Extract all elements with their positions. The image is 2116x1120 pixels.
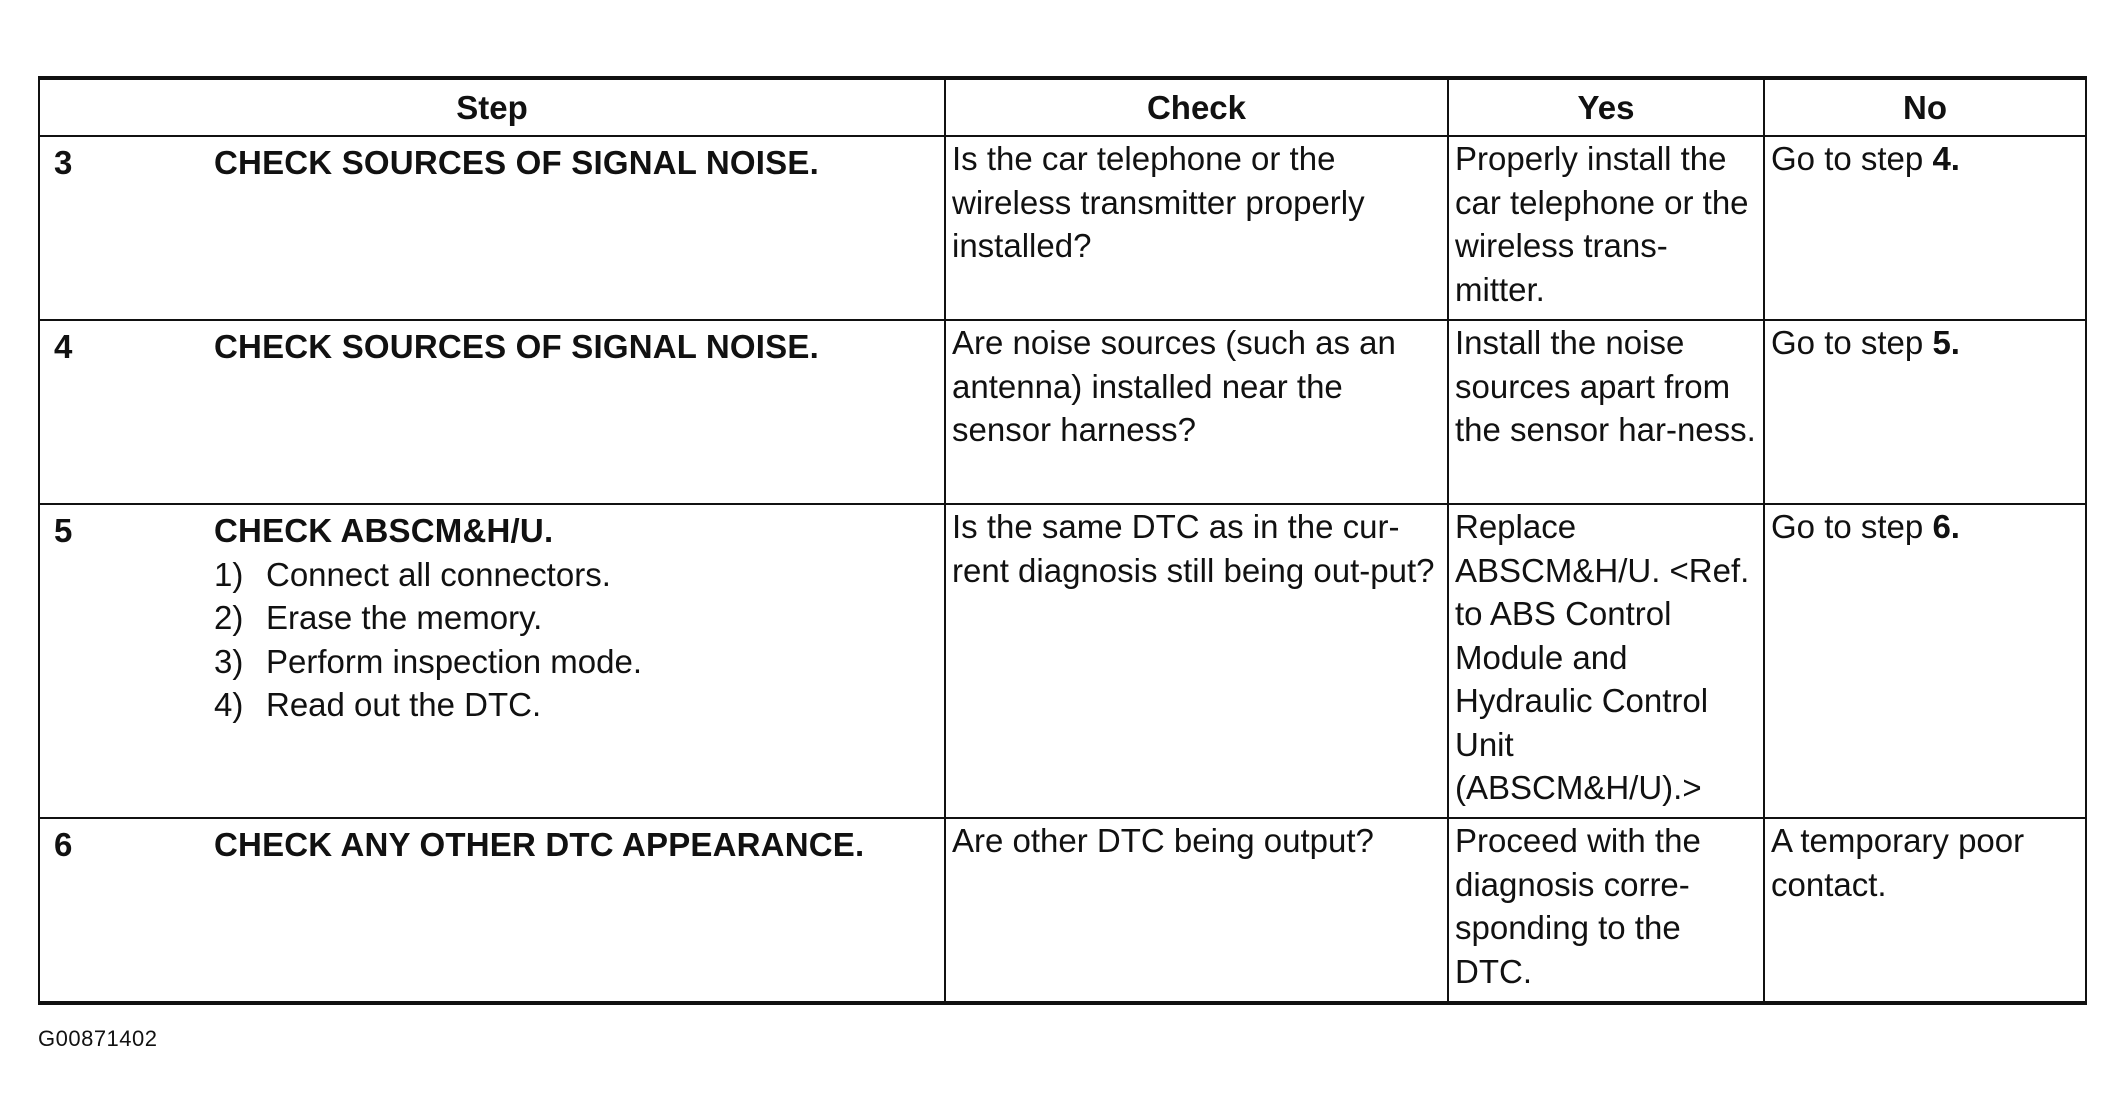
step-title: CHECK ABSCM&H/U. [214, 512, 554, 549]
substep-text: Erase the memory. [266, 599, 543, 636]
yes-cell: Replace ABSCM&H/U. <Ref. to ABS Control Module and Hydraulic Control Unit (ABSCM&H/U).> [1448, 504, 1764, 818]
header-step: Step [39, 78, 945, 136]
diagnostic-table [38, 76, 2087, 1005]
table-row [39, 818, 2086, 1003]
step-number: 6 [54, 826, 73, 863]
list-item [214, 553, 938, 597]
no-cell [1764, 136, 2086, 320]
no-prefix: Go to step [1771, 324, 1933, 361]
no-step-ref: 6. [1932, 508, 1960, 545]
figure-id: G00871402 [38, 1026, 158, 1051]
no-cell [1764, 504, 2086, 818]
table-row [39, 504, 2086, 818]
table-header-row [39, 78, 2086, 136]
table-row [39, 320, 2086, 504]
check-cell: Is the car telephone or the wireless transmitter properly installed? [945, 136, 1448, 320]
header-check: Check [945, 78, 1448, 136]
header-yes: Yes [1448, 78, 1764, 136]
substep-number: 2) [214, 599, 244, 636]
no-cell [1764, 818, 2086, 1003]
check-cell: Is the same DTC as in the cur-rent diagnosis still being out-put? [945, 504, 1448, 818]
no-prefix: Go to step [1771, 508, 1933, 545]
substep-number: 1) [214, 555, 244, 593]
substep-number: 3) [214, 642, 244, 680]
substep-text: Perform inspection mode. [266, 642, 643, 680]
substep-list [214, 553, 938, 727]
step-title: CHECK ANY OTHER DTC APPEARANCE. [214, 826, 865, 863]
step-cell [39, 136, 945, 320]
step-cell [39, 818, 945, 1003]
substep-text: Read out the DTC. [266, 686, 542, 723]
list-item [214, 640, 938, 684]
substep-number: 4) [214, 686, 244, 723]
no-text: A temporary poor contact. [1771, 822, 2025, 903]
list-item [214, 596, 938, 640]
no-step-ref: 5. [1932, 324, 1960, 361]
substep-text: Connect all connectors. [266, 555, 611, 593]
check-cell: Are noise sources (such as an antenna) installed near the sensor harness? [945, 320, 1448, 504]
yes-cell: Properly install the car telephone or the wireless trans-mitter. [1448, 136, 1764, 320]
no-cell [1764, 320, 2086, 504]
yes-cell: Install the noise sources apart from the sensor har-ness. [1448, 320, 1764, 504]
step-number: 5 [54, 512, 73, 549]
yes-cell: Proceed with the diagnosis corre-sponding to the DTC. [1448, 818, 1764, 1003]
no-step-ref: 4. [1932, 140, 1960, 177]
step-number: 3 [54, 144, 73, 181]
step-number: 4 [54, 328, 73, 365]
step-title: CHECK SOURCES OF SIGNAL NOISE. [214, 144, 819, 181]
step-cell [39, 504, 945, 818]
diagnostic-procedure-page [38, 76, 2085, 1005]
list-item [214, 683, 938, 727]
step-cell [39, 320, 945, 504]
table-row [39, 136, 2086, 320]
check-cell: Are other DTC being output? [945, 818, 1448, 1003]
no-prefix: Go to step [1771, 140, 1933, 177]
header-no: No [1764, 78, 2086, 136]
step-title: CHECK SOURCES OF SIGNAL NOISE. [214, 328, 819, 365]
